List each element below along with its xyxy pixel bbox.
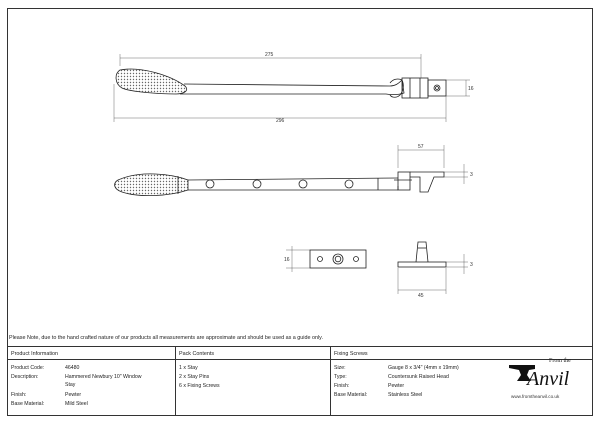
dim-label-45: 45 <box>418 293 424 299</box>
logo-brand: Anvil <box>527 368 570 390</box>
dim-label-16-top: 16 <box>468 86 474 92</box>
fixing-screws-heading: Fixing Screws <box>334 351 368 357</box>
pack-contents-heading: Pack Contents <box>179 351 215 357</box>
dim-label-3-mid: 3 <box>470 172 473 178</box>
logo-url: www.fromtheanvil.co.uk <box>511 394 560 399</box>
dim-label-16-plate: 16 <box>284 257 290 263</box>
logo-tagline: From the <box>549 358 571 364</box>
pack-item: 1 x Stay <box>179 365 198 371</box>
pack-item: 2 x Stay Pins <box>179 374 210 380</box>
from-the-anvil-logo <box>505 353 587 411</box>
dim-label-3-pin: 3 <box>470 262 473 268</box>
product-info-section: Product Information Product Code: 46480 Description: Hammered Newbury 10" Window Stay Finish: Pewter Base Material: Mild Steel <box>7 346 175 416</box>
dim-label-57: 57 <box>418 144 424 150</box>
disclaimer-note: Please Note, due to the hand crafted nature of our products all measurements are approximate and should be used as a guide only. <box>9 335 323 341</box>
pack-item: 6 x Fixing Screws <box>179 383 220 389</box>
dim-label-275: 275 <box>265 52 274 58</box>
product-info-heading: Product Information <box>11 351 59 357</box>
pack-contents-section <box>175 346 330 416</box>
fixing-screws-section: Fixing Screws Size: Gauge 8 x 3/4" (4mm x 19mm) Type: Countersunk Raised Head Finish: Pewter Base Material: Stainless Steel <box>330 346 593 416</box>
dim-label-296: 296 <box>276 118 285 124</box>
